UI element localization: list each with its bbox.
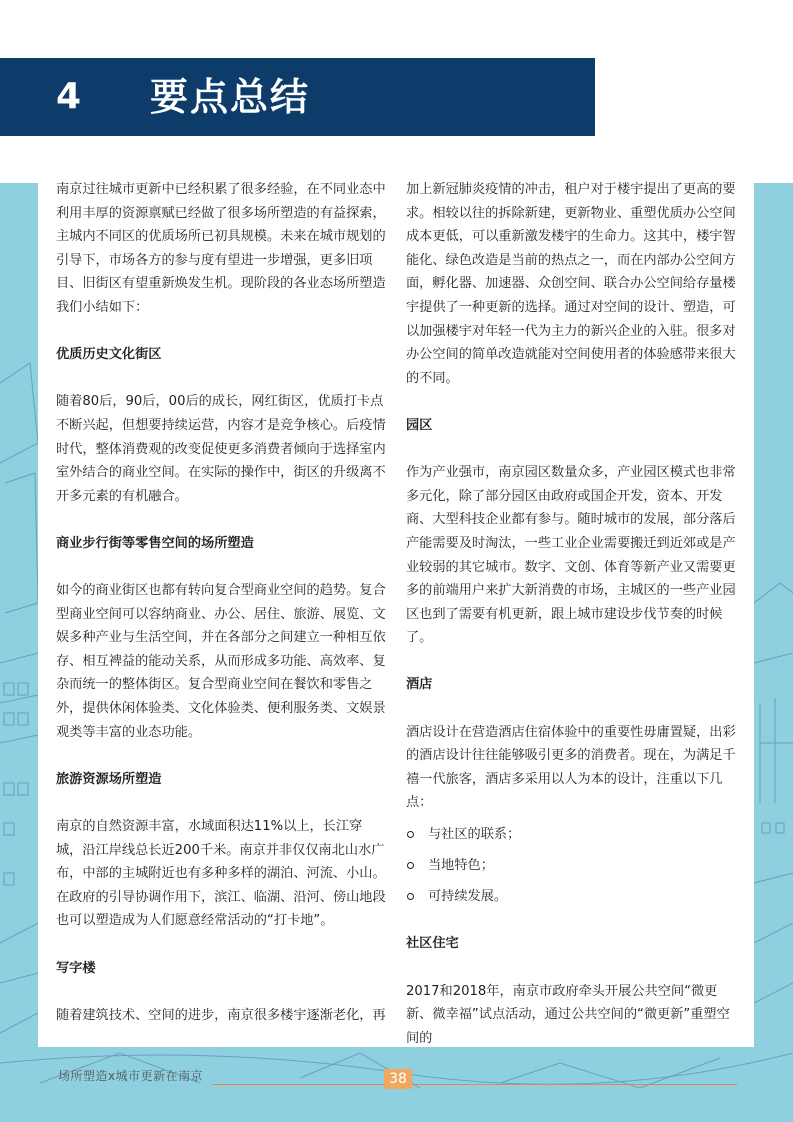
paragraph-commercial-streets: 如今的商业街区也都有转向复合型商业空间的趋势。复合型商业空间可以容纳商业、办公、居住、旅游、展览、文娱多种产业与生活空间，并在各部分之间建立一种相互依存、相互裨益的能动关系，从而形成多功能、高效率、复杂而统一的整体街区。复合型商业空间在餐饮和零售之外，提供休闲体验类、文化体验类、便利服务类、文娱景观类等丰富的业态功能。 xyxy=(56,583,386,740)
paragraph-industrial-parks: 作为产业强市，南京园区数量众多，产业园区模式也非常多元化，除了部分园区由政府或国企开发，资本、开发商、大型科技企业都有参与。随时城市的发展，部分落后产能需要及时淘汰，一些工业企业需要搬迁到近郊或是产业较弱的其它城市。数字、文创、体育等新产业又需要更多的前端用户来扩大新消费的市场，主城区的一些产业园区也到了需要有机更新，跟上城市建设步伐节奏的时候了。 xyxy=(406,465,736,646)
footer-divider xyxy=(212,1084,737,1085)
paragraph-office-continued: 加上新冠肺炎疫情的冲击，租户对于楼宇提出了更高的要求。相较以往的拆除新建，更新物业、重塑优质办公空间成本更低，可以重新激发楼宇的生命力。这其中，楼宇智能化、绿色改造是当前的热点之一，而在内部办公空间方面，孵化器、加速器、众创空间、联合办公空间给存量楼宇提供了一种更新的选择。通过对空间的设计、塑造，可以加强楼宇对年轻一代为主力的新兴企业的入驻。很多对办公空间的简单改造就能对空间使用者的体验感带来很大的不同。 xyxy=(406,182,736,386)
section-number: 4 xyxy=(56,76,82,117)
page-number: 38 xyxy=(384,1069,412,1089)
section-title: 要点总结 xyxy=(150,75,311,119)
right-column xyxy=(406,178,736,1050)
heading-tourism: 旅游资源场所塑造 xyxy=(56,771,162,787)
left-column xyxy=(56,178,386,1027)
intro-paragraph: 南京过往城市更新中已经积累了很多经验，在不同业态中利用丰厚的资源禀赋已经做了很多场所塑造的有益探索，主城内不同区的优质场所已初具规模。未来在城市规划的引导下，市场各方的参与度有望进一步增强，更多旧项目、旧街区有望重新焕发生机。现阶段的各业态场所塑造我们小结如下： xyxy=(56,182,386,315)
heading-industrial-parks: 园区 xyxy=(406,417,433,433)
heading-community-housing: 社区住宅 xyxy=(406,936,459,952)
list-item: 与社区的联系； xyxy=(406,823,736,847)
heading-commercial-streets: 商业步行街等零售空间的场所塑造 xyxy=(56,535,254,551)
list-item: 当地特色； xyxy=(406,854,736,878)
heading-office-buildings: 写字楼 xyxy=(56,960,96,976)
paragraph-community-housing: 2017和2018年，南京市政府牵头开展公共空间“微更新、微幸福”试点活动，通过公共空间的“微更新”重塑空间的 xyxy=(406,983,730,1046)
heading-hotels: 酒店 xyxy=(406,677,433,693)
paragraph-office-buildings: 随着建筑技术、空间的进步，南京很多楼宇逐渐老化，再 xyxy=(56,1007,386,1023)
paragraph-hotels: 酒店设计在营造酒店住宿体验中的重要性毋庸置疑，出彩的酒店设计往往能够吸引更多的消费者。现在，为满足千禧一代旅客，酒店多采用以人为本的设计，注重以下几点： xyxy=(406,724,736,811)
paragraph-historic-districts: 随着80后，90后，00后的成长，网红街区，优质打卡点不断兴起，但想要持续运营，内容才是竞争核心。后疫情时代，整体消费观的改变促使更多消费者倾向于选择室内室外结合的商业空间。在实际的操作中，街区的升级离不开多元素的有机融合。 xyxy=(56,394,386,504)
hotel-bullet-list xyxy=(406,823,736,909)
heading-historic-districts: 优质历史文化街区 xyxy=(56,347,162,363)
footer-publication-title: 场所塑造x城市更新在南京 xyxy=(58,1069,204,1083)
paragraph-tourism: 南京的自然资源丰富，水域面积达11%以上，长江穿城，沿江岸线总长近200千米。南京并非仅仅南北山水广布，中部的主城附近也有多种多样的湖泊、河流、小山。在政府的引导协调作用下，滨江、临湖、沿河、傍山地段也可以塑造成为人们愿意经常活动的“打卡地”。 xyxy=(56,819,386,929)
list-item: 可持续发展。 xyxy=(406,885,736,909)
